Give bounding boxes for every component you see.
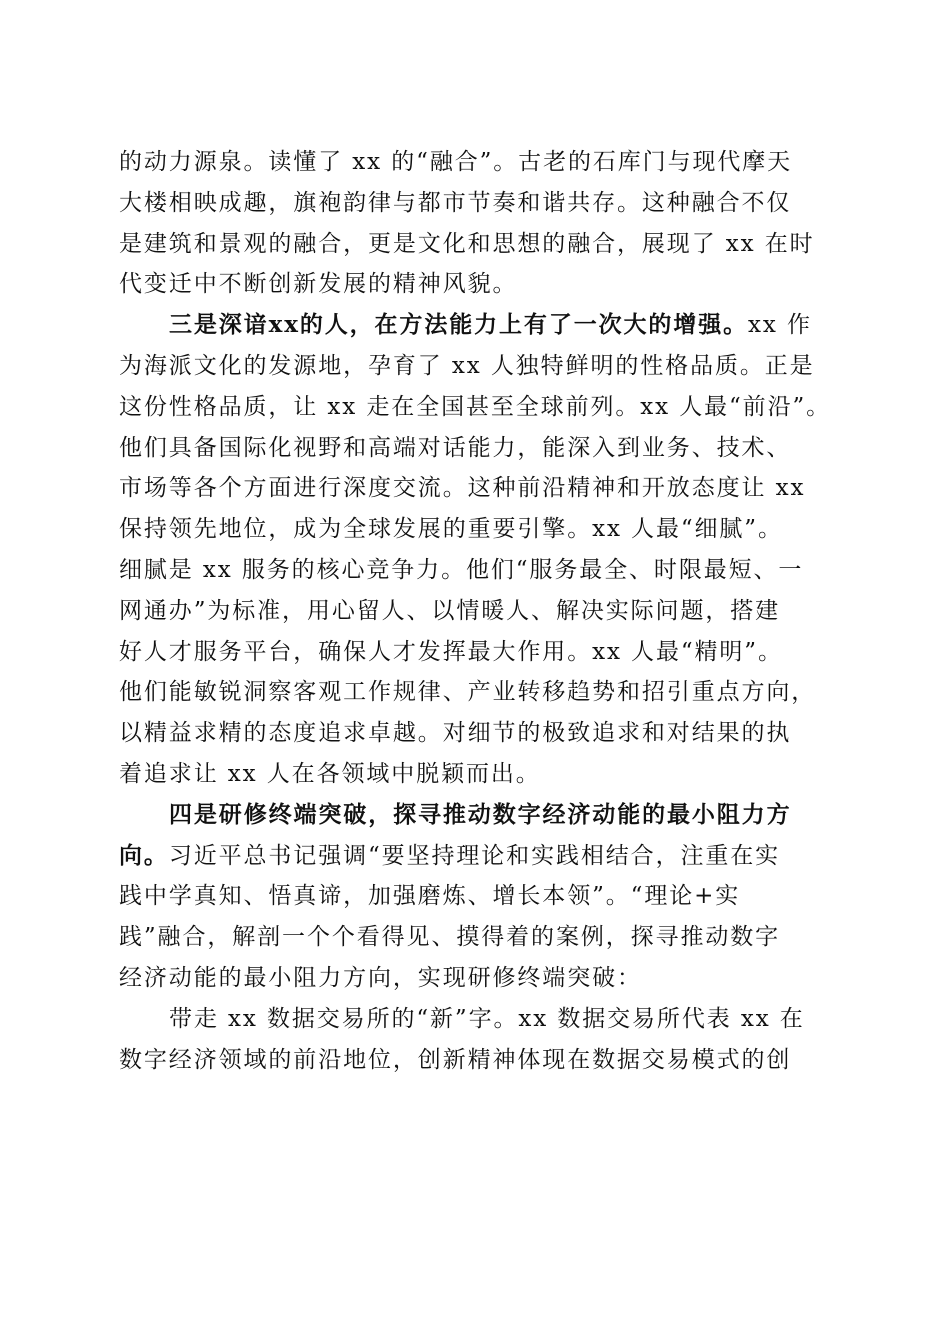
- paragraph-line: 经济动能的最小阻力方向，实现研修终端突破：: [119, 964, 642, 991]
- paragraph-line: 是建筑和景观的融合，更是文化和思想的融合，展现了 xx 在时: [119, 230, 815, 257]
- paragraph-line: 大楼相映成趣，旗袍韵律与都市节奏和谐共存。这种融合不仅: [119, 189, 792, 216]
- paragraph-line: 这份性格品质，让 xx 走在全国甚至全球前列。xx 人最“前沿”。: [119, 393, 831, 420]
- paragraph-line: 为海派文化的发源地，孕育了 xx 人独特鲜明的性格品质。正是: [119, 352, 815, 379]
- paragraph-line: 好人才服务平台，确保人才发挥最大作用。xx 人最“精明”。: [119, 638, 783, 665]
- paragraph-heading-bold-end: 向。: [119, 841, 169, 869]
- paragraph-line: 市场等各个方面进行深度交流。这种前沿精神和开放态度让 xx: [119, 475, 806, 502]
- paragraph-line: 代变迁中不断创新发展的精神风貌。: [119, 271, 518, 298]
- paragraph-1: [119, 142, 831, 305]
- paragraph-line: 数字经济领域的前沿地位，创新精神体现在数据交易模式的创: [119, 1046, 792, 1073]
- paragraph-line: 他们具备国际化视野和高端对话能力，能深入到业务、技术、: [119, 434, 792, 461]
- paragraph-text: xx 作: [748, 312, 812, 339]
- paragraph-2: [119, 305, 831, 795]
- paragraph-heading-bold: 三是深谙xx的人，在方法能力上有了一次大的增强。: [169, 311, 749, 339]
- paragraph-line: 他们能敏锐洞察客观工作规律、产业转移趋势和招引重点方向，: [119, 679, 817, 706]
- paragraph-4: [119, 999, 831, 1081]
- paragraph-line: 践”融合，解剖一个个看得见、摸得着的案例，探寻推动数字: [119, 924, 781, 951]
- paragraph-line: 保持领先地位，成为全球发展的重要引擎。xx 人最“细腻”。: [119, 516, 783, 543]
- paragraph-first-line: [119, 305, 831, 346]
- paragraph-heading-bold: 四是研修终端突破，探寻推动数字经济动能的最小阻力方: [169, 800, 792, 828]
- document-page: [119, 142, 831, 1080]
- paragraph-text: 习近平总书记强调“要坚持理论和实践相结合，注重在实: [168, 842, 781, 869]
- paragraph-line: 网通办”为标准，用心留人、以情暖人、解决实际问题，搭建: [119, 597, 781, 624]
- paragraph-line: 带走 xx 数据交易所的“新”字。xx 数据交易所代表 xx 在: [169, 1005, 805, 1032]
- paragraph-line: 着追求让 xx 人在各领域中脱颖而出。: [119, 760, 541, 787]
- paragraph-line: 的动力源泉。读懂了 xx 的“融合”。古老的石库门与现代摩天: [119, 149, 793, 175]
- paragraph-line: 以精益求精的态度追求卓越。对细节的极致追求和对结果的执: [119, 720, 792, 747]
- paragraph-first-line: [119, 836, 831, 877]
- paragraph-line: 细腻是 xx 服务的核心竞争力。他们“服务最全、时限最短、一: [119, 556, 804, 583]
- paragraph-3: [119, 795, 831, 999]
- paragraph-line: 践中学真知、悟真谛，加强磨炼、增长本领”。“理论+实: [119, 883, 741, 910]
